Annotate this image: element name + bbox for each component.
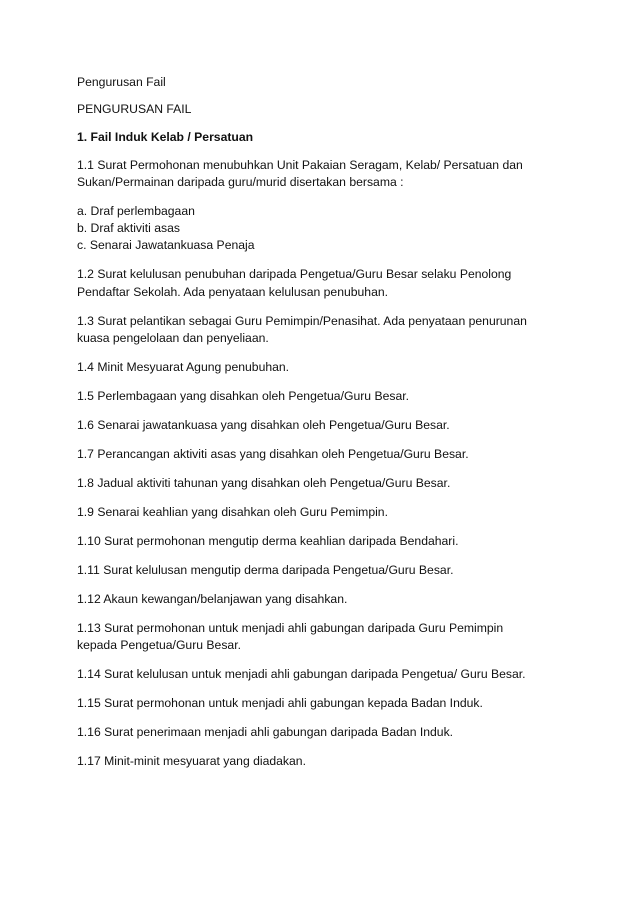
- doc-title-small: Pengurusan Fail: [77, 75, 166, 89]
- paragraph-1-10: 1.10 Surat permohonan mengutip derma keahlian daripada Bendahari.: [77, 534, 459, 548]
- paragraph-line: kuasa pengelolaan dan penyeliaan.: [77, 331, 269, 345]
- paragraph-1-17: 1.17 Minit-minit mesyuarat yang diadakan.: [77, 754, 306, 768]
- paragraph-1-6: 1.6 Senarai jawatankuasa yang disahkan oleh Pengetua/Guru Besar.: [77, 418, 450, 432]
- paragraph-1-14: 1.14 Surat kelulusan untuk menjadi ahli gabungan daripada Pengetua/ Guru Besar.: [77, 667, 526, 681]
- paragraph-1-4: 1.4 Minit Mesyuarat Agung penubuhan.: [77, 360, 290, 374]
- doc-title-caps: PENGURUSAN FAIL: [77, 102, 192, 116]
- list-item: b. Draf aktiviti asas: [77, 221, 180, 235]
- paragraph-line: 1.3 Surat pelantikan sebagai Guru Pemimpin/Penasihat. Ada penyataan penurunan: [77, 314, 527, 328]
- paragraph-1-3: [77, 313, 577, 347]
- paragraph-1-2: [77, 266, 577, 301]
- paragraph-1-15: 1.15 Surat permohonan untuk menjadi ahli gabungan kepada Badan Induk.: [77, 696, 483, 710]
- paragraph-line: Sukan/Permainan daripada guru/murid disertakan bersama :: [77, 175, 404, 189]
- paragraph-1-9: 1.9 Senarai keahlian yang disahkan oleh Guru Pemimpin.: [77, 505, 388, 519]
- document-body: [77, 74, 577, 782]
- paragraph-line: 1.2 Surat kelulusan penubuhan daripada Pengetua/Guru Besar selaku Penolong: [77, 267, 512, 281]
- attachment-list: [77, 203, 577, 254]
- paragraph-1-11: 1.11 Surat kelulusan mengutip derma daripada Pengetua/Guru Besar.: [77, 563, 454, 577]
- paragraph-1-16: 1.16 Surat penerimaan menjadi ahli gabungan daripada Badan Induk.: [77, 725, 454, 739]
- paragraph-1-5: 1.5 Perlembagaan yang disahkan oleh Pengetua/Guru Besar.: [77, 389, 410, 403]
- paragraph-1-1: [77, 157, 577, 191]
- list-item: a. Draf perlembagaan: [77, 204, 195, 218]
- section-title: 1. Fail Induk Kelab / Persatuan: [77, 130, 254, 144]
- paragraph-line: 1.13 Surat permohonan untuk menjadi ahli gabungan daripada Guru Pemimpin: [77, 621, 504, 635]
- list-item: c. Senarai Jawatankuasa Penaja: [77, 238, 255, 252]
- paragraph-1-13: [77, 620, 577, 654]
- paragraph-line: Pendaftar Sekolah. Ada penyataan kelulusan penubuhan.: [77, 285, 389, 299]
- paragraph-1-7: 1.7 Perancangan aktiviti asas yang disahkan oleh Pengetua/Guru Besar.: [77, 447, 469, 461]
- paragraph-line: kepada Pengetua/Guru Besar.: [77, 638, 241, 652]
- paragraph-line: 1.1 Surat Permohonan menubuhkan Unit Pakaian Seragam, Kelab/ Persatuan dan: [77, 158, 523, 172]
- paragraph-1-12: 1.12 Akaun kewangan/belanjawan yang disahkan.: [77, 592, 348, 606]
- paragraph-1-8: 1.8 Jadual aktiviti tahunan yang disahkan oleh Pengetua/Guru Besar.: [77, 476, 451, 490]
